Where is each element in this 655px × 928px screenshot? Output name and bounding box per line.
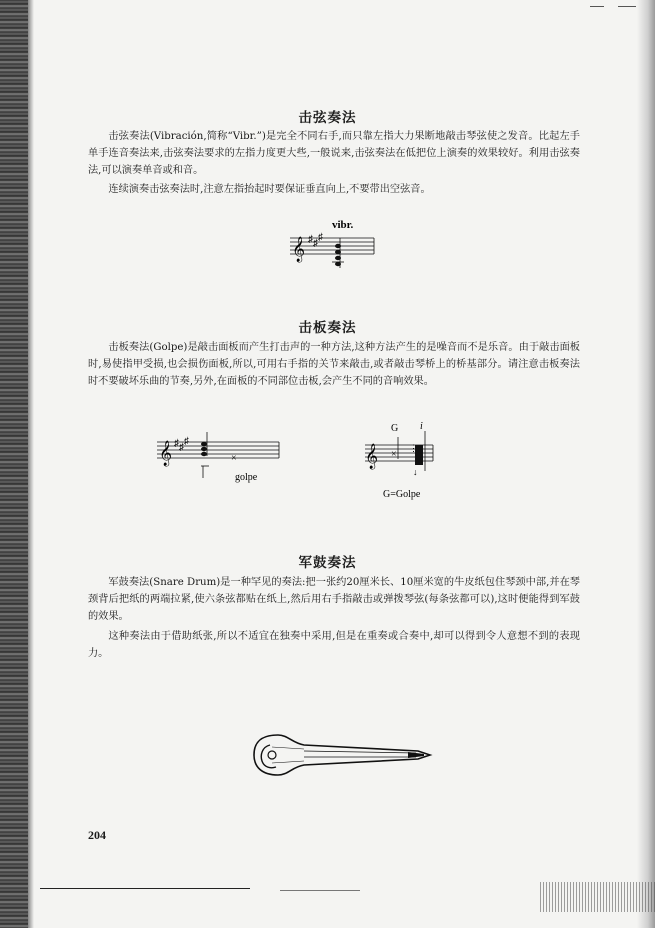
golpe-i-marking: i <box>420 421 423 432</box>
svg-text:𝄞: 𝄞 <box>159 440 173 465</box>
vibrato-paragraph-2: 连续演奏击弦奏法时,注意左指抬起时要保证垂直向上,不要带出空弦音。 <box>108 184 431 195</box>
svg-text:⋮: ⋮ <box>409 443 418 453</box>
guitar-paper-illustration <box>248 725 438 785</box>
vibr-marking: vibr. <box>332 219 354 231</box>
snare-paragraph-2: 这种奏法由于借助纸张,所以不适宜在独奏中采用,但是在重奏或合奏中,却可以得到令人意想不到的表现力。 <box>88 631 580 659</box>
svg-text:♯: ♯ <box>308 234 313 245</box>
scan-mark <box>590 6 604 7</box>
svg-text:♯: ♯ <box>318 232 323 243</box>
section-title-vibrato: 击弦奏法 <box>298 110 357 126</box>
snare-paragraph-1: 军鼓奏法(Snare Drum)是一种罕见的奏法:把一张约20厘米长、10厘米宽的牛皮纸包住琴颈中部,并在琴颈背后把纸的两端拉紧,使六条弦都贴在纸上,然后用右手指敲击或弹拨琴弦(每条弦都可以),这时便能得到军鼓的效果。 <box>88 577 580 622</box>
binding-edge-shadow <box>28 0 34 928</box>
golpe-music-example-2 <box>363 417 473 507</box>
golpe-g-marking: G <box>391 423 399 434</box>
svg-text:♯: ♯ <box>179 442 184 453</box>
scan-rule <box>280 890 360 891</box>
golpe-music-example-1 <box>155 426 285 494</box>
svg-text:𝄞: 𝄞 <box>292 236 306 261</box>
svg-text:♯: ♯ <box>313 238 318 249</box>
page-right-edge <box>637 0 655 928</box>
scan-rule <box>40 888 250 889</box>
svg-text:♯: ♯ <box>174 438 179 449</box>
page-number: 204 <box>88 828 106 842</box>
vibrato-paragraph-1: 击弦奏法(Vibración,简称“Vibr.”)是完全不同右手,而只靠左指大力果断地敲击琴弦使之发音。比起左手单手连音奏法来,击弦奏法要求的左指力度更大些,一般说来,击弦奏法在低把位上演奏的效果较好。利用击弦奏法,可以演奏单音或和音。 <box>88 131 580 176</box>
book-binding-shadow <box>0 0 28 928</box>
svg-text:×: × <box>391 449 397 460</box>
golpe-caption: G=Golpe <box>383 489 421 500</box>
scan-noise <box>540 882 655 912</box>
section-title-snare: 军鼓奏法 <box>298 555 357 571</box>
svg-text:𝄞: 𝄞 <box>365 443 379 468</box>
scan-mark <box>618 6 636 7</box>
golpe-marking: golpe <box>235 472 258 483</box>
section-title-golpe: 击板奏法 <box>298 320 357 336</box>
golpe-paragraph-1: 击板奏法(Golpe)是敲击面板而产生打击声的一种方法,这种方法产生的是噪音而不是乐音。由于敲击面板时,易使指甲受损,也会损伤面板,所以,可用右手指的关节来敲击,或者敲击琴桥上的桥基部分。请注意击板奏法时不要破坏乐曲的节奏,另外,在面板的不同部位击板,会产生不同的音响效果。 <box>88 342 580 387</box>
vibrato-music-example <box>288 212 378 272</box>
svg-text:♯: ♯ <box>184 436 189 447</box>
svg-text:×: × <box>231 453 237 464</box>
svg-text:↓: ↓ <box>413 467 418 477</box>
